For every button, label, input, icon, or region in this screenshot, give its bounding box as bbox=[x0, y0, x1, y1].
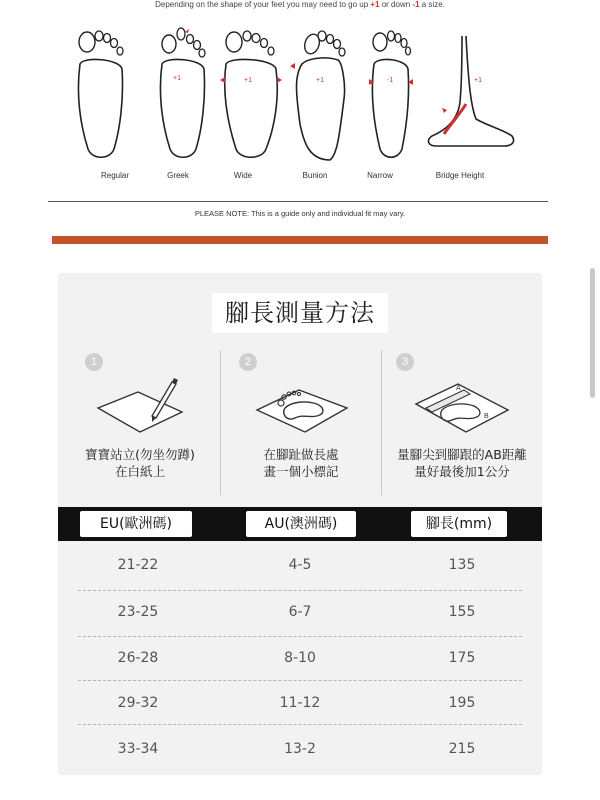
foot-label-bridge-height: Bridge Height bbox=[435, 171, 485, 180]
cell-eu: 21-22 bbox=[117, 557, 159, 573]
cell-mm: 135 bbox=[448, 557, 476, 573]
foot-label-bunion: Bunion bbox=[302, 171, 328, 180]
step-3-line-2: 量好最後加1公分 bbox=[414, 464, 510, 479]
svg-text:B: B bbox=[484, 413, 489, 420]
instruction-text-2: or down bbox=[379, 0, 413, 9]
please-note: PLEASE NOTE: This is a guide only and individual fit may vary. bbox=[194, 209, 406, 218]
step-1-line-1: 寶寶站立(勿坐勿蹲) bbox=[85, 447, 195, 462]
cell-mm: 215 bbox=[448, 741, 476, 757]
instruction-down: -1 bbox=[412, 0, 420, 9]
foot-label-regular: Regular bbox=[100, 171, 129, 180]
greek-badge: +1 bbox=[173, 75, 181, 82]
accent-bar bbox=[52, 236, 548, 244]
size-instruction bbox=[0, 0, 600, 10]
footprint-icon bbox=[251, 370, 351, 450]
bunion-badge: +1 bbox=[316, 77, 324, 84]
greek-foot-icon bbox=[152, 24, 214, 164]
row-divider bbox=[78, 724, 522, 725]
cell-au: 6-7 bbox=[288, 604, 312, 620]
cell-eu: 33-34 bbox=[117, 741, 159, 757]
step-1-line-2: 在白紙上 bbox=[114, 464, 165, 479]
cell-mm: 155 bbox=[448, 604, 476, 620]
table-row bbox=[58, 726, 542, 772]
ruler-measure-icon bbox=[412, 370, 512, 450]
foot-label-wide: Wide bbox=[233, 171, 253, 180]
wide-badge: +1 bbox=[244, 77, 252, 84]
foot-types-row bbox=[70, 24, 530, 164]
cell-mm: 195 bbox=[448, 695, 476, 711]
foot-label-narrow: Narrow bbox=[367, 171, 393, 180]
bunion-foot-icon bbox=[290, 24, 352, 164]
step-2-number: 2 bbox=[239, 353, 257, 371]
cell-eu: 26-28 bbox=[117, 650, 159, 666]
scrollbar[interactable] bbox=[590, 268, 595, 398]
pencil-paper-icon bbox=[90, 370, 190, 450]
table-row bbox=[58, 680, 542, 726]
narrow-badge: -1 bbox=[387, 77, 394, 84]
cell-eu: 23-25 bbox=[117, 604, 159, 620]
wide-foot-icon bbox=[220, 24, 282, 164]
instruction-text-3: a size. bbox=[419, 0, 445, 9]
divider-line bbox=[48, 201, 548, 202]
header-foot-length: 腳長(mm) bbox=[411, 511, 507, 537]
step-1 bbox=[60, 348, 220, 488]
step-2 bbox=[221, 348, 381, 488]
cell-au: 8-10 bbox=[284, 650, 316, 666]
regular-foot-icon bbox=[70, 24, 132, 164]
instruction-text-1: Depending on the shape of your feet you may need to go up bbox=[155, 0, 371, 9]
cell-au: 4-5 bbox=[288, 557, 312, 573]
table-row bbox=[58, 635, 542, 681]
cell-mm: 175 bbox=[448, 650, 476, 666]
cell-au: 11-12 bbox=[279, 695, 321, 711]
foot-label-greek: Greek bbox=[167, 171, 189, 180]
step-2-line-1: 在腳趾做長處 bbox=[263, 447, 339, 462]
svg-text:A: A bbox=[456, 385, 461, 392]
bridge-height-foot-icon bbox=[418, 24, 518, 164]
step-3-number: 3 bbox=[396, 353, 414, 371]
cell-eu: 29-32 bbox=[117, 695, 159, 711]
cell-au: 13-2 bbox=[284, 741, 316, 757]
header-au: AU(澳洲碼) bbox=[246, 511, 356, 537]
step-1-number: 1 bbox=[85, 353, 103, 371]
header-eu: EU(歐洲碼) bbox=[80, 511, 192, 537]
panel-title: 腳長測量方法 bbox=[212, 293, 388, 333]
narrow-foot-icon bbox=[360, 24, 422, 164]
bridge-badge: +1 bbox=[474, 77, 482, 84]
step-3 bbox=[382, 348, 542, 488]
instruction-up: +1 bbox=[370, 0, 380, 9]
step-2-line-2: 畫一個小標記 bbox=[263, 464, 339, 479]
step-1-text bbox=[60, 446, 220, 480]
table-row bbox=[58, 589, 542, 635]
step-3-line-1: 量腳尖到腳跟的AB距離 bbox=[397, 447, 527, 462]
step-2-text bbox=[221, 446, 381, 480]
step-3-text bbox=[382, 446, 542, 480]
table-row bbox=[58, 542, 542, 588]
